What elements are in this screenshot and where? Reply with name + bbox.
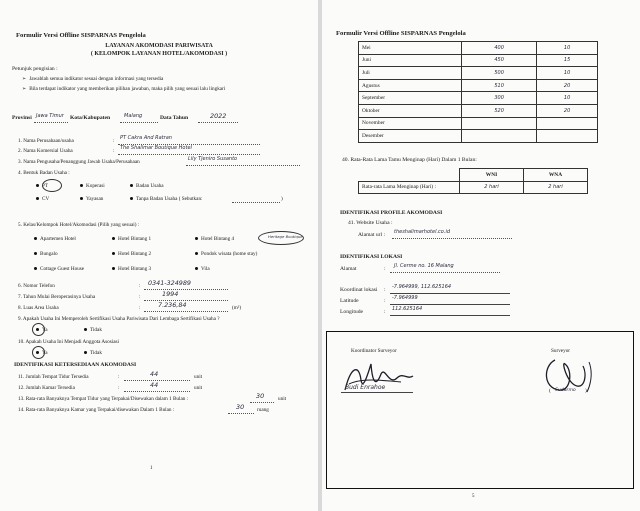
q9-option-tidak[interactable]: Tidak	[84, 327, 102, 333]
q3-value[interactable]: Lily Tjeniro Susanto	[188, 156, 238, 162]
month-cell: Desember	[359, 130, 462, 143]
q40-label: 40. Rata-Rata Lama Tamu Menginap (Hari) Dalam 1 Bulan:	[342, 157, 477, 163]
instruction-item: ➢ Bila terdapat indikator yang memberikan pilihan jawaban, maka pilih yang sesuai lalu lingkari	[22, 86, 226, 92]
q11-value[interactable]: 44	[150, 370, 159, 378]
q4-option-pt[interactable]: PT	[36, 183, 48, 189]
month-cell: Juli	[359, 67, 462, 80]
q12-unit: unit	[194, 385, 203, 391]
q41-label: 41. Website Usaha :	[348, 220, 393, 226]
kota-value[interactable]: Malang	[124, 113, 143, 119]
q7-value[interactable]: 1994	[162, 290, 179, 298]
alamat-value[interactable]: Jl. Cerme no. 16 Malang	[394, 263, 454, 269]
q5-label: 5. Kelas/Kelompok Hotel/Akomodasi (Pilih yang sesuai) :	[18, 222, 140, 228]
q5-option[interactable]: Pondok wisata (home stay)	[195, 251, 257, 257]
form-title: LAYANAN AKOMODASI PARIWISATA	[105, 43, 213, 49]
q10-option-tidak[interactable]: Tidak	[84, 350, 102, 356]
q2-label: 2. Nama Komersial Usaha	[18, 148, 73, 154]
q8-value[interactable]: 7.236,84	[158, 301, 187, 309]
latitude-value[interactable]: -7.964999	[392, 295, 418, 301]
form-header: Formulir Versi Offline SISPARNAS Pengelola	[16, 32, 146, 39]
q1-label: 1. Nama Perusahaan/usaha	[18, 138, 74, 144]
url-label: Alamat url :	[358, 232, 386, 238]
q5-option[interactable]: Hotel Bintang 2	[112, 251, 151, 257]
selected-circle-mark	[42, 179, 62, 192]
table-row	[359, 42, 598, 55]
month-cell: Mei	[359, 42, 462, 55]
value-cell[interactable]: 10	[537, 42, 598, 55]
month-cell: November	[359, 117, 462, 130]
q5-handwritten-note[interactable]: Heritage Boutique	[268, 234, 303, 239]
q5-option[interactable]: Bungalo	[34, 251, 58, 257]
month-cell: Oktober	[359, 104, 462, 117]
provinsi-value[interactable]: Jawa Timur	[36, 113, 64, 119]
q10-option-ya[interactable]: Ya	[36, 350, 48, 356]
value-cell[interactable]: 510	[462, 79, 537, 92]
lokasi-section-title: IDENTIFIKASI LOKASI	[340, 254, 403, 260]
q13-unit: unit	[278, 396, 287, 402]
instruction-item: ➢ Jawablah semua indikator sesuai dengan informasi yang tersedia	[22, 76, 164, 82]
q12-label: 12. Jumlah Kamar Tersedia	[18, 385, 75, 391]
arrow-icon: ➢	[22, 87, 27, 92]
q5-option[interactable]: Vila	[195, 266, 210, 272]
koordinator-name: Budi Enrahoe	[345, 384, 386, 391]
col-wni: WNI	[460, 169, 524, 182]
q5-option[interactable]: Cottage Guest House	[34, 266, 84, 272]
stay-wni-value[interactable]: 2 hari	[460, 181, 524, 194]
q5-option[interactable]: Hotel Bintang 4	[195, 236, 234, 242]
q11-unit: unit	[194, 374, 203, 380]
q12-value[interactable]: 44	[150, 381, 159, 389]
q5-option[interactable]: Hotel Bintang 3	[112, 266, 151, 272]
form-page-1: Formulir Versi Offline SISPARNAS Pengelola LAYANAN AKOMODASI PARIWISATA ( KELOMPOK LAYANAN HOTEL/AKOMODASI ) Petunjuk pengisian : ➢ Jawablah semua indikator sesuai dengan informasi yang tersedia ➢ Bila terdapat indikator yang memberikan pilihan jawaban, maka pilih yang sesuai lalu lingkari Provinsi Jawa Timur Kota/Kabupaten Malang Data Tahun 2022 1. Nama Perusahaan/usaha : PT Cakra And Ratran 2. Nama Komersial Usaha : The Shalimar Boutique Hotel 3. Nama Pengusaha/Penanggung Jawab Usaha/Perusahaan Lily Tjeniro Susanto 4. Bentuk Badan Usaha : PT Koperasi Badan Usaha CV Yayasan Tanpa Badan Usaha ( Sebutkan: ) 5. Kelas/Kelompok Hotel/Akomodasi (Pilih yang sesuai) : Apartemen Hotel Hotel Bintang 1 Hotel Bintang 4 Heritage Boutique Bungalo Hotel Bintang 2 Pondok wisata (home stay) Cottage Guest House Hotel Bintang 3 Vila 6. Nomor Telefon : 0341-324989 7. Tahun Mulai Beroperasinya Usaha : 1994 8. Luas Area Usaha : 7.236,84 (m²) 9. Apakah Usaha Ini Memperoleh Sertifikasi Usaha Pariwisata Dari Lembaga Sertifikasi Usaha ? Ya Tidak 10. Apakah Usaha Ini Menjadi Anggota Asosiasi Ya Tidak IDENTIFIKASI KETERSEDIAAN AKOMODASI 11. Jumlah Tempat Tidur Tersedia : 44 unit 12. Jumlah Kamar Tersedia : 44 unit 13. Rata-rata Banyaknya Tempat Tidur yang Terpakai/Disewakan dalam 1 Bulan : 30 unit 14. Rata-rata Banyaknya Kamar yang Terpakai/disewakan Dalam 1 Bulan : 30 ruang 1	[0, 0, 318, 511]
table-row	[359, 117, 598, 130]
q1-value[interactable]: PT Cakra And Ratran	[120, 135, 172, 141]
section-title: IDENTIFIKASI KETERSEDIAAN AKOMODASI	[14, 362, 137, 368]
value-cell[interactable]: 10	[537, 67, 598, 80]
alamat-label: Alamat	[340, 266, 357, 272]
value-cell[interactable]: 20	[537, 104, 598, 117]
q4-option-yayasan[interactable]: Yayasan	[80, 196, 103, 202]
value-cell[interactable]: 20	[537, 79, 598, 92]
q4-option-cv[interactable]: CV	[36, 196, 49, 202]
table-row	[359, 92, 598, 105]
tahun-value[interactable]: 2022	[210, 112, 227, 120]
q10-label: 10. Apakah Usaha Ini Menjadi Anggota Asosiasi	[18, 339, 119, 345]
koordinat-label: Koordinat lokasi	[340, 287, 378, 293]
surveyor-label: Surveyor	[551, 348, 571, 354]
q6-value[interactable]: 0341-324989	[148, 279, 191, 287]
instructions-label: Petunjuk pengisian :	[12, 66, 58, 72]
table-row	[359, 54, 598, 67]
q9-label: 9. Apakah Usaha Ini Memperoleh Sertifikasi Usaha Pariwisata Dari Lembaga Sertifikasi Usaha ?	[18, 316, 220, 322]
month-cell: September	[359, 92, 462, 105]
value-cell[interactable]: 450	[462, 54, 537, 67]
table-row	[359, 67, 598, 80]
q4-option-tanpa-badan[interactable]: Tanpa Badan Usaha ( Sebutkan:	[130, 196, 202, 202]
kota-label: Kota/Kabupaten	[70, 115, 111, 121]
surveyor-name: Sudarmo	[555, 388, 576, 393]
q14-value[interactable]: 30	[236, 403, 245, 411]
q5-option[interactable]: Hotel Bintang 1	[112, 236, 151, 242]
tahun-label: Data Tahun	[160, 115, 189, 121]
table-row	[359, 130, 598, 143]
signature-box: Koordinator Surveyor Surveyor Budi Enrahoe ( Sudarmo )	[326, 331, 634, 489]
q14-label: 14. Rata-rata Banyaknya Kamar yang Terpakai/disewakan Dalam 1 Bulan :	[18, 407, 175, 413]
q9-option-ya[interactable]: Ya	[36, 327, 48, 333]
q6-label: 6. Nomor Telefon	[18, 283, 55, 289]
table-row	[359, 79, 598, 92]
value-cell[interactable]: 400	[462, 42, 537, 55]
monthly-table	[358, 41, 598, 143]
profile-section-title: IDENTIFIKASI PROFILE AKOMODASI	[340, 210, 443, 216]
koordinat-value[interactable]: -7.964999, 112.625164	[392, 284, 452, 290]
page-number: 5	[472, 494, 475, 499]
q7-label: 7. Tahun Mulai Beroperasinya Usaha	[18, 294, 96, 300]
stay-wna-value[interactable]: 2 hari	[524, 181, 588, 194]
q8-label: 8. Luas Area Usaha	[18, 305, 59, 311]
q2-value[interactable]: The Shalimar Boutique Hotel	[120, 145, 192, 151]
form-page-5: Formulir Versi Offline SISPARNAS Pengelola Mei 400 10 Juni 450 15 Juli 500 10 Agustus 510 20 September 300 10 Oktober 520 20 November Desember 40. Rata-Rata Lama Tamu Menginap (Hari) Dalam 1 Bulan: WNI WNA Rata-rata Lama Menginap (Hari) : 2 hari 2 hari IDENTIFIKASI PROFILE AKOMODASI 41. Website Usaha : Alamat url : theshalimarhotel.co.id IDENTIFIKASI LOKASI Alamat : Jl. Cerme no. 16 Malang Koordinat lokasi : -7.964999, 112.625164 Latitude : -7.964999 Longitude : 112.625164 Koordinator Surveyor Surveyor Budi Enrahoe ( Sudarmo ) 5	[322, 0, 640, 511]
q11-label: 11. Jumlah Tempat Tidur Tersedia	[18, 374, 89, 380]
table-row	[359, 104, 598, 117]
q8-unit: (m²)	[232, 305, 242, 311]
arrow-icon: ➢	[22, 77, 27, 82]
value-cell[interactable]	[537, 130, 598, 143]
value-cell[interactable]: 15	[537, 54, 598, 67]
value-cell[interactable]	[462, 117, 537, 130]
month-cell: Agustus	[359, 79, 462, 92]
q3-label: 3. Nama Pengusaha/Penanggung Jawab Usaha/Perusahaan	[18, 159, 140, 165]
value-cell[interactable]: 300	[462, 92, 537, 105]
koordinator-label: Koordinator Surveyor	[351, 348, 397, 354]
value-cell[interactable]: 520	[462, 104, 537, 117]
url-value[interactable]: theshalimarhotel.co.id	[394, 229, 451, 235]
provinsi-label: Provinsi	[12, 115, 32, 121]
selected-circle-mark	[32, 323, 45, 336]
q4-option-koperasi[interactable]: Koperasi	[80, 183, 105, 189]
stay-row-label: Rata-rata Lama Menginap (Hari) :	[359, 181, 460, 194]
longitude-label: Longitude	[340, 309, 363, 315]
month-cell: Juni	[359, 54, 462, 67]
stay-duration-table	[358, 168, 588, 194]
longitude-value[interactable]: 112.625164	[392, 306, 423, 312]
q5-option[interactable]: Apartemen Hotel	[34, 236, 76, 242]
latitude-label: Latitude	[340, 298, 359, 304]
value-cell[interactable]: 10	[537, 92, 598, 105]
value-cell[interactable]	[537, 117, 598, 130]
col-wna: WNA	[524, 169, 588, 182]
value-cell[interactable]	[462, 130, 537, 143]
q13-label: 13. Rata-rata Banyaknya Tempat Tidur yang Terpakai/Disewakan dalam 1 Bulan :	[18, 396, 189, 402]
q14-unit: ruang	[257, 407, 269, 413]
page-number: 1	[150, 466, 153, 471]
form-header: Formulir Versi Offline SISPARNAS Pengelola	[336, 30, 466, 37]
selected-circle-mark	[32, 346, 45, 359]
form-subtitle: ( KELOMPOK LAYANAN HOTEL/AKOMODASI )	[90, 51, 228, 57]
q13-value[interactable]: 30	[256, 392, 265, 400]
q4-label: 4. Bentuk Badan Usaha :	[18, 170, 70, 176]
q4-option-badan-usaha[interactable]: Badan Usaha	[130, 183, 164, 189]
value-cell[interactable]: 500	[462, 67, 537, 80]
